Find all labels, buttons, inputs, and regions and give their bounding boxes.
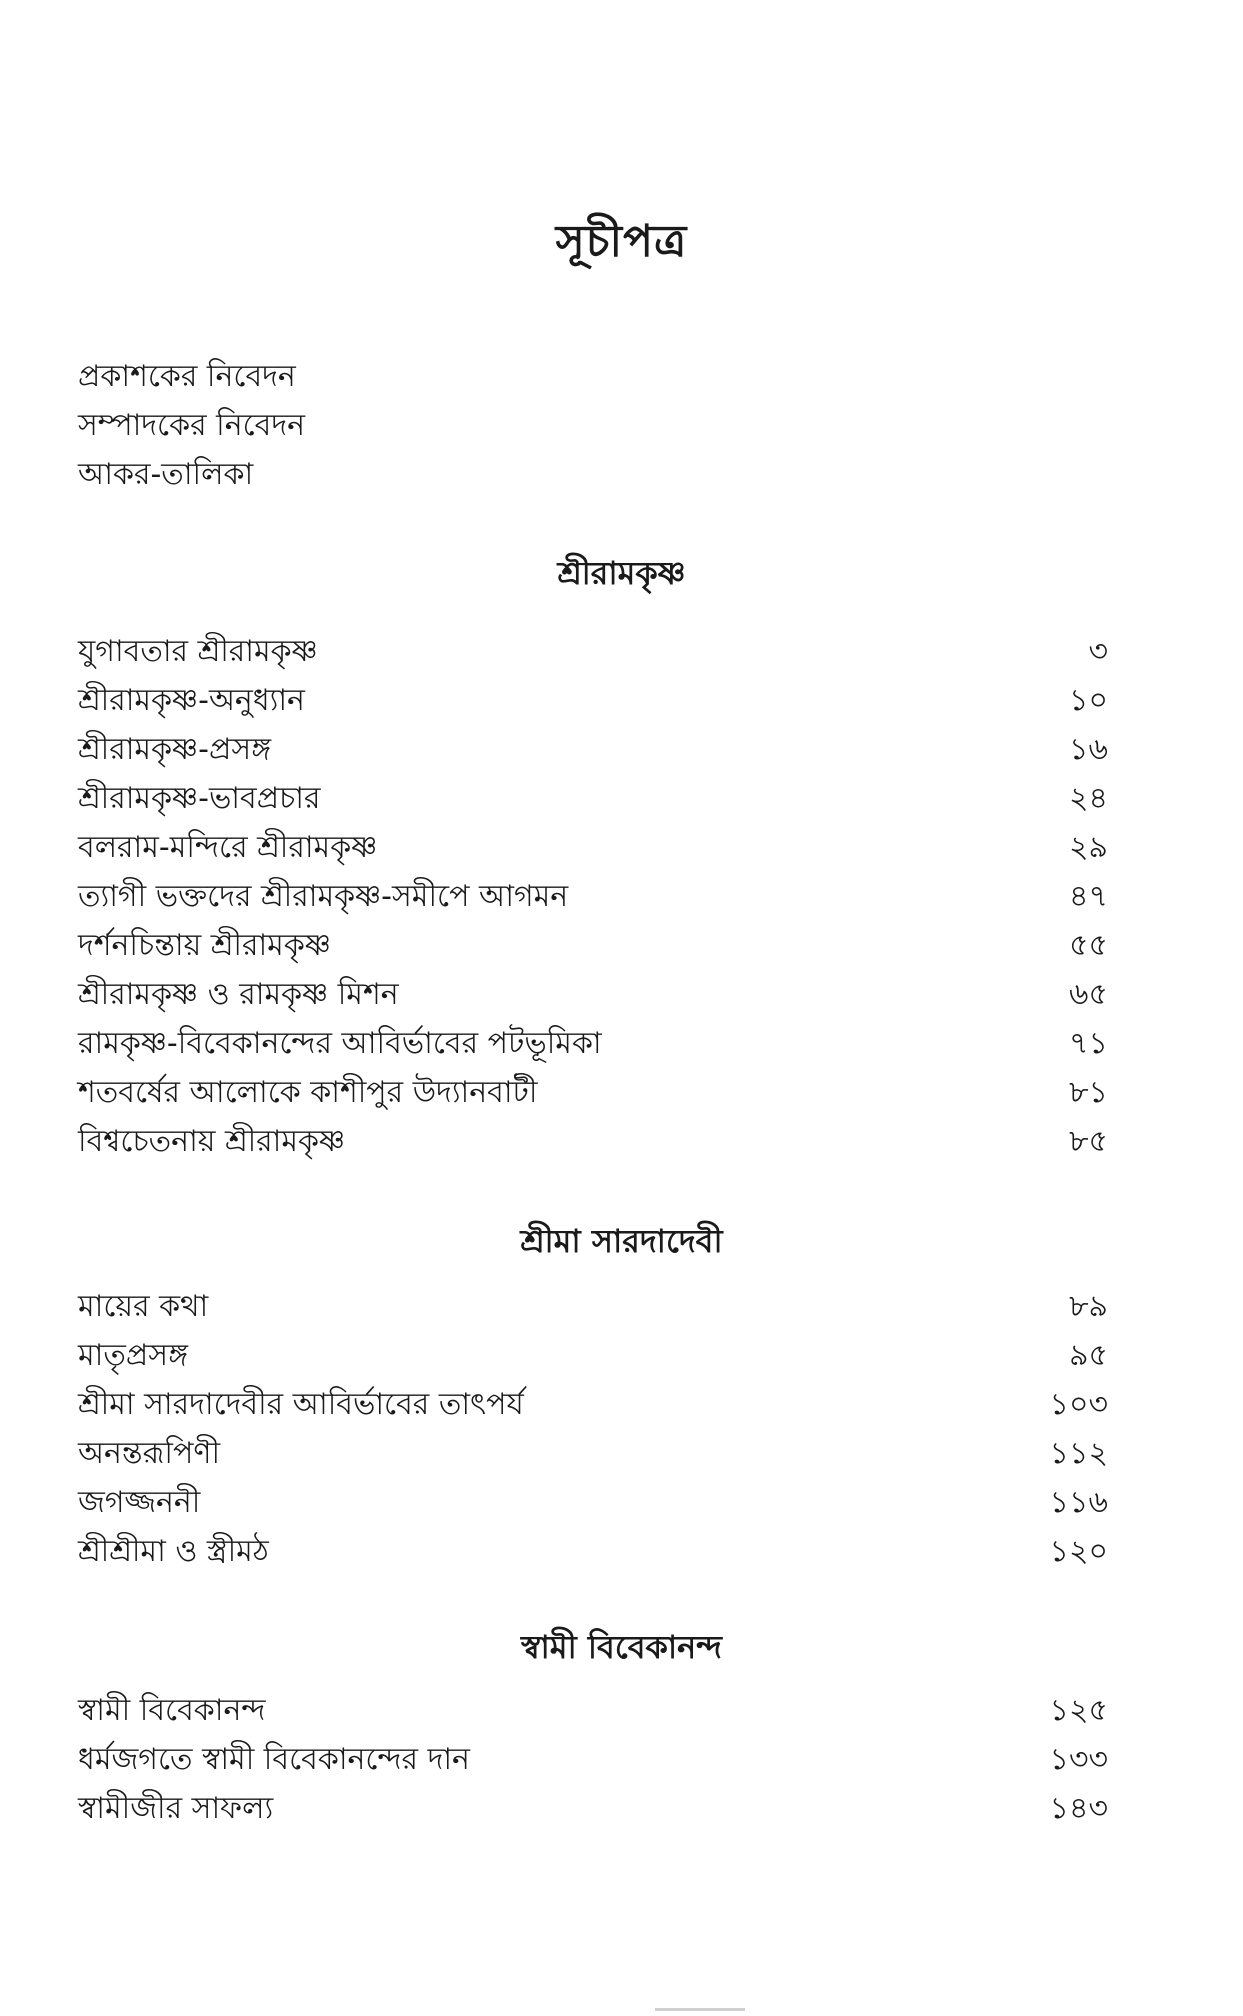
entry-page-number: ১২০ — [1049, 1534, 1108, 1569]
toc-entry[interactable] — [78, 725, 1108, 774]
page-edge-divider — [655, 2008, 745, 2011]
entry-title: বিশ্বচেতনায় শ্রীরামকৃষ্ণ — [78, 1124, 346, 1159]
toc-entry[interactable] — [78, 1429, 1108, 1478]
entry-page-number: ৯৫ — [1069, 1338, 1108, 1373]
toc-entry[interactable] — [78, 921, 1108, 970]
entry-title: অনন্তরূপিণী — [78, 1436, 221, 1471]
toc-entry[interactable] — [78, 1117, 1108, 1166]
toc-entry[interactable] — [78, 676, 1108, 725]
entry-title: শ্রীরামকৃষ্ণ ও রামকৃষ্ণ মিশন — [78, 977, 399, 1012]
entry-title: স্বামীজীর সাফল্য — [78, 1791, 274, 1826]
toc-entry[interactable] — [78, 1527, 1108, 1576]
section-entries-sarada-devi — [78, 1282, 1108, 1576]
section-heading-sarada-devi: শ্রীমা সারদাদেবী — [520, 1222, 723, 1260]
toc-entry[interactable] — [78, 774, 1108, 823]
entry-page-number: ৮১ — [1069, 1075, 1108, 1110]
front-matter-item: সম্পাদকের নিবেদন — [78, 408, 306, 443]
entry-page-number: ৪৭ — [1069, 879, 1108, 914]
toc-entry[interactable] — [78, 1380, 1108, 1429]
entry-title: মায়ের কথা — [78, 1289, 209, 1324]
section-entries-vivekananda — [78, 1686, 1108, 1833]
toc-entry[interactable] — [78, 1784, 1108, 1833]
toc-entry[interactable] — [78, 627, 1108, 676]
toc-entry[interactable] — [78, 1735, 1108, 1784]
toc-entry[interactable] — [78, 872, 1108, 921]
toc-entry[interactable] — [78, 1331, 1108, 1380]
toc-entry[interactable] — [78, 1686, 1108, 1735]
front-matter-list — [78, 352, 1078, 499]
entry-title: বলরাম-মন্দিরে শ্রীরামকৃষ্ণ — [78, 830, 378, 865]
front-matter-item: আকর-তালিকা — [78, 457, 254, 492]
entry-title: শ্রীশ্রীমা ও স্ত্রীমঠ — [78, 1534, 269, 1569]
entry-title: জগজ্জননী — [78, 1485, 201, 1520]
toc-entry[interactable] — [78, 823, 1108, 872]
entry-page-number: ২৪ — [1069, 781, 1108, 816]
entry-title: শ্রীমা সারদাদেবীর আবির্ভাবের তাৎপর্য — [78, 1387, 524, 1422]
entry-title: শতবর্ষের আলোকে কাশীপুর উদ্যানবাটী — [78, 1075, 538, 1110]
toc-entry[interactable] — [78, 970, 1108, 1019]
entry-page-number: ৩ — [1088, 634, 1108, 669]
entry-page-number: ২৯ — [1069, 830, 1108, 865]
entry-page-number: ১১৬ — [1049, 1485, 1108, 1520]
entry-title: শ্রীরামকৃষ্ণ-অনুধ্যান — [78, 683, 305, 718]
entry-page-number: ৫৫ — [1069, 928, 1108, 963]
toc-entry[interactable] — [78, 1282, 1108, 1331]
front-matter-item: প্রকাশকের নিবেদন — [78, 359, 296, 394]
entry-title: স্বামী বিবেকানন্দ — [78, 1693, 266, 1728]
entry-title: শ্রীরামকৃষ্ণ-প্রসঙ্গ — [78, 732, 272, 767]
toc-entry[interactable] — [78, 1068, 1108, 1117]
entry-page-number: ৭১ — [1069, 1026, 1108, 1061]
entry-page-number: ১৬ — [1069, 732, 1108, 767]
section-heading-ramakrishna: শ্রীরামকৃষ্ণ — [557, 554, 686, 592]
entry-page-number: ১০ — [1069, 683, 1108, 718]
entry-title: শ্রীরামকৃষ্ণ-ভাবপ্রচার — [78, 781, 321, 816]
entry-page-number: ১৩৩ — [1049, 1742, 1108, 1777]
entry-title: যুগাবতার শ্রীরামকৃষ্ণ — [78, 634, 318, 669]
toc-entry[interactable] — [78, 1019, 1108, 1068]
entry-title: মাতৃপ্রসঙ্গ — [78, 1338, 188, 1373]
entry-page-number: ৬৫ — [1069, 977, 1108, 1012]
entry-page-number: ১০৩ — [1049, 1387, 1108, 1422]
section-entries-ramakrishna — [78, 627, 1108, 1166]
entry-title: ধর্মজগতে স্বামী বিবেকানন্দের দান — [78, 1742, 470, 1777]
page-title: সূচীপত্র — [555, 216, 688, 267]
entry-title: রামকৃষ্ণ-বিবেকানন্দের আবির্ভাবের পটভূমিকা — [78, 1026, 602, 1061]
entry-page-number: ৮৫ — [1069, 1124, 1108, 1159]
section-heading-vivekananda: স্বামী বিবেকানন্দ — [521, 1628, 722, 1666]
toc-entry[interactable] — [78, 1478, 1108, 1527]
entry-title: দর্শনচিন্তায় শ্রীরামকৃষ্ণ — [78, 928, 331, 963]
entry-page-number: ১১২ — [1049, 1436, 1108, 1471]
entry-page-number: ৮৯ — [1069, 1289, 1108, 1324]
entry-page-number: ১২৫ — [1049, 1693, 1108, 1728]
entry-page-number: ১৪৩ — [1049, 1791, 1108, 1826]
entry-title: ত্যাগী ভক্তদের শ্রীরামকৃষ্ণ-সমীপে আগমন — [78, 879, 569, 914]
